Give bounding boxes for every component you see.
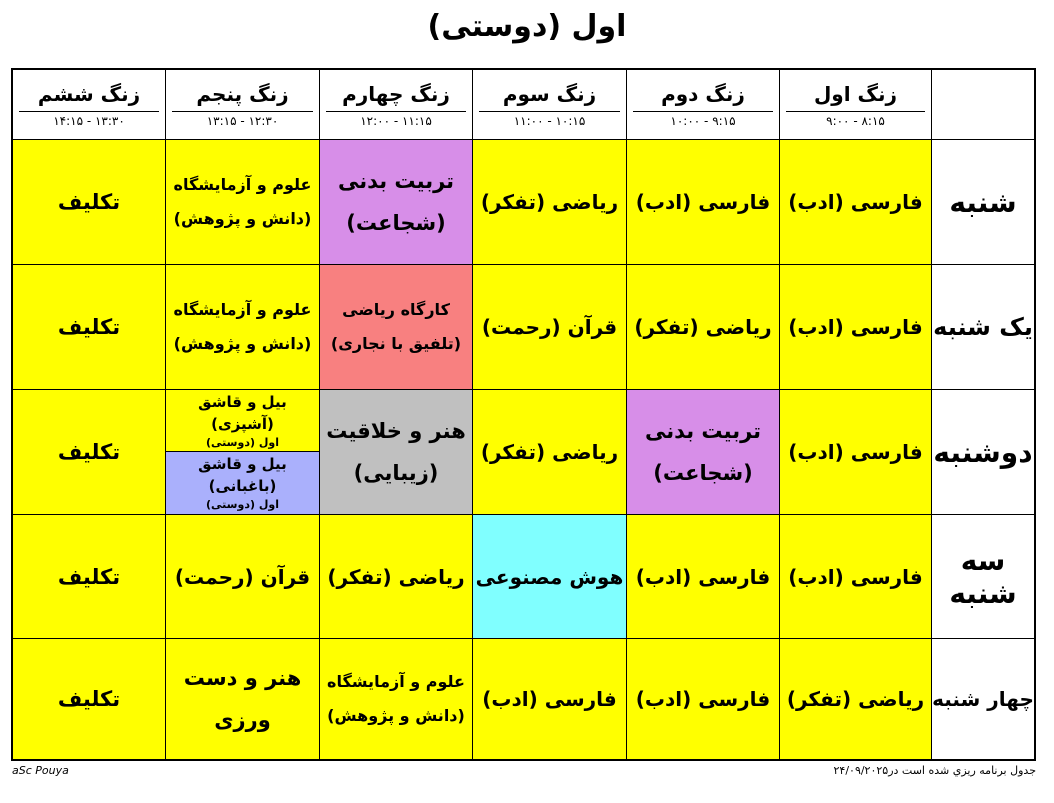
lesson-cell-split-bottom bbox=[166, 452, 320, 515]
bell-name: زنگ پنجم bbox=[196, 82, 289, 106]
lesson-cell: تکلیف bbox=[13, 639, 166, 759]
lesson-line: (تلفیق با نجاری) bbox=[330, 334, 462, 353]
header-bell-4 bbox=[320, 70, 473, 140]
lesson-line: (دانش و پژوهش) bbox=[173, 209, 312, 228]
bell-name: زنگ دوم bbox=[661, 82, 745, 106]
class-subtitle: اول (دوستی) bbox=[206, 435, 279, 449]
lesson-cell: تکلیف bbox=[13, 390, 166, 515]
lesson-cell bbox=[166, 140, 320, 265]
lesson-line: (شجاعت) bbox=[346, 211, 446, 235]
corner-cell bbox=[932, 70, 1034, 140]
lesson-cell: ریاضی (تفکر) bbox=[780, 639, 932, 759]
lesson-line: کارگاه ریاضی bbox=[342, 300, 450, 319]
lesson-line: علوم و آزمایشگاه bbox=[327, 672, 465, 691]
lesson-line: هنر و دست bbox=[183, 666, 302, 690]
bell-name: زنگ چهارم bbox=[342, 82, 450, 106]
lesson-cell: فارسی (ادب) bbox=[627, 639, 780, 759]
day-label: دوشنبه bbox=[932, 390, 1034, 515]
lesson-cell: تکلیف bbox=[13, 265, 166, 390]
lesson-cell: تکلیف bbox=[13, 140, 166, 265]
lesson-cell bbox=[166, 639, 320, 759]
bell-time: ۱۰:۱۵ - ۱۱:۰۰ bbox=[479, 111, 620, 130]
lesson-line: تربیت بدنی bbox=[644, 419, 762, 443]
day-label: سه شنبه bbox=[932, 515, 1034, 639]
header-bell-6 bbox=[13, 70, 166, 140]
header-bell-5 bbox=[166, 70, 320, 140]
day-label: یک شنبه bbox=[932, 265, 1034, 390]
lesson-line: علوم و آزمایشگاه bbox=[173, 300, 312, 319]
lesson-line: بیل و قاشق (باغبانی) bbox=[198, 455, 287, 495]
lesson-cell: هوش مصنوعی bbox=[473, 515, 627, 639]
lesson-cell: قرآن (رحمت) bbox=[166, 515, 320, 639]
lesson-cell-split-top bbox=[166, 390, 320, 452]
lesson-cell: ریاضی (تفکر) bbox=[320, 515, 473, 639]
bell-name: زنگ اول bbox=[813, 82, 898, 106]
lesson-line: (شجاعت) bbox=[653, 461, 753, 485]
lesson-line: ورزی bbox=[214, 708, 271, 732]
day-label: شنبه bbox=[932, 140, 1034, 265]
lesson-cell: ریاضی (تفکر) bbox=[473, 140, 627, 265]
page-title: اول (دوستی) bbox=[427, 9, 627, 44]
lesson-cell: قرآن (رحمت) bbox=[473, 265, 627, 390]
bell-name: زنگ سوم bbox=[502, 82, 597, 106]
header-bell-3 bbox=[473, 70, 627, 140]
bell-time: ۸:۱۵ - ۹:۰۰ bbox=[786, 111, 925, 130]
timetable-grid bbox=[11, 68, 1036, 761]
lesson-line: (دانش و پژوهش) bbox=[173, 334, 312, 353]
lesson-cell bbox=[320, 265, 473, 390]
header-bell-1 bbox=[780, 70, 932, 140]
footer-credit: aSc Pouya bbox=[12, 764, 69, 777]
bell-time: ۱۲:۳۰ - ۱۳:۱۵ bbox=[172, 111, 313, 130]
lesson-line: علوم و آزمایشگاه bbox=[173, 175, 312, 194]
header-bell-2 bbox=[627, 70, 780, 140]
footer-date-note: جدول برنامه ريزي شده است در۲۴/۰۹/۲۰۲۵ bbox=[833, 764, 1036, 777]
lesson-cell bbox=[166, 265, 320, 390]
bell-time: ۹:۱۵ - ۱۰:۰۰ bbox=[633, 111, 773, 130]
lesson-line: تربیت بدنی bbox=[337, 169, 455, 193]
lesson-cell: فارسی (ادب) bbox=[780, 515, 932, 639]
lesson-cell: تکلیف bbox=[13, 515, 166, 639]
lesson-cell: ریاضی (تفکر) bbox=[627, 265, 780, 390]
lesson-cell bbox=[320, 639, 473, 759]
lesson-cell: فارسی (ادب) bbox=[627, 515, 780, 639]
lesson-cell: ریاضی (تفکر) bbox=[473, 390, 627, 515]
day-label: چهار شنبه bbox=[932, 639, 1034, 759]
lesson-line: (دانش و پژوهش) bbox=[327, 706, 465, 725]
class-subtitle: اول (دوستی) bbox=[206, 498, 279, 511]
lesson-line: بیل و قاشق (آشپزی) bbox=[198, 392, 287, 433]
bell-time: ۱۱:۱۵ - ۱۲:۰۰ bbox=[326, 111, 466, 130]
lesson-cell: فارسی (ادب) bbox=[473, 639, 627, 759]
bell-time: ۱۳:۳۰ - ۱۴:۱۵ bbox=[19, 111, 159, 130]
lesson-cell: فارسی (ادب) bbox=[780, 140, 932, 265]
lesson-cell: فارسی (ادب) bbox=[627, 140, 780, 265]
lesson-cell bbox=[320, 390, 473, 515]
lesson-cell bbox=[320, 140, 473, 265]
lesson-cell: فارسی (ادب) bbox=[780, 390, 932, 515]
bell-name: زنگ ششم bbox=[37, 82, 141, 106]
lesson-line: هنر و خلاقیت bbox=[326, 419, 466, 443]
lesson-cell bbox=[627, 390, 780, 515]
lesson-cell: فارسی (ادب) bbox=[780, 265, 932, 390]
lesson-line: (زیبایی) bbox=[353, 461, 439, 485]
